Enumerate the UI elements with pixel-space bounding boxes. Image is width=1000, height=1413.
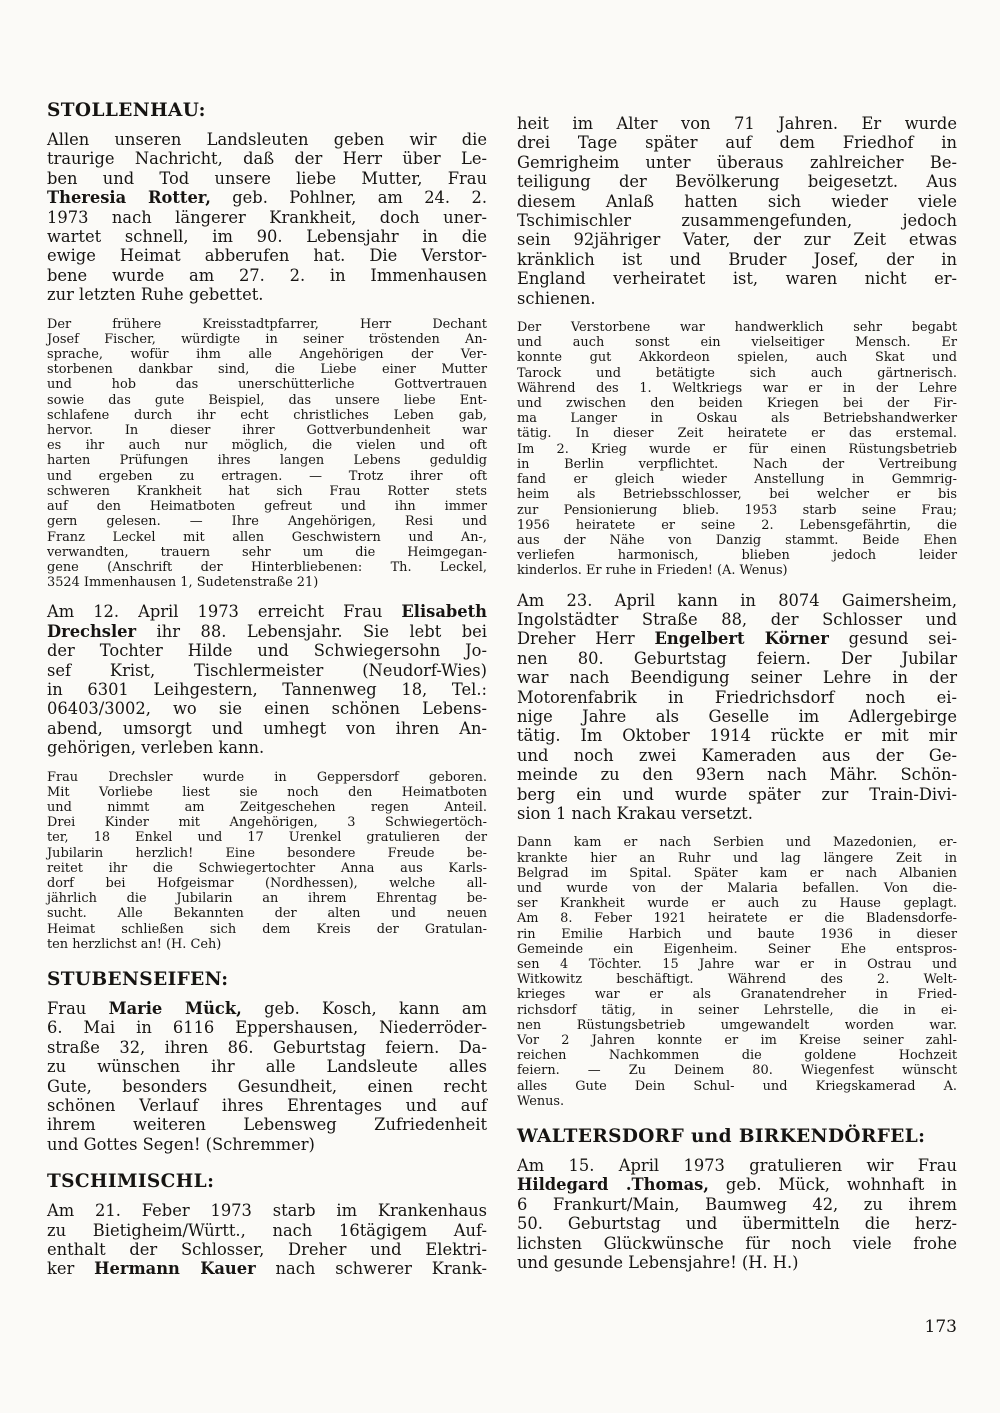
- text-line: [517, 629, 957, 648]
- text-line: zur letzten Ruhe gebettet.: [47, 285, 264, 305]
- text-line: nige Jahre als Geselle im Adlergebirge: [517, 706, 957, 726]
- text-line: 1956 heiratete er seine 2. Lebensgefährtin, die: [517, 517, 957, 533]
- text-line: [47, 602, 487, 621]
- text-line: nen Rüstungsbetrieb umgewandelt worden war.: [517, 1017, 957, 1033]
- text-line: Dann kam er nach Serbien und Mazedonien, er-: [517, 835, 957, 851]
- paragraph: [47, 317, 487, 591]
- text-line: in 6301 Leihgestern, Tannenweg 18, Tel.:: [47, 679, 487, 699]
- text-line: schweren Krankheit hat sich Frau Rotter stets: [47, 483, 487, 499]
- text-columns: [47, 100, 957, 1291]
- text-line: [47, 999, 487, 1018]
- text-line: Heimat schließen sich dem Kreis der Gratulan-: [47, 921, 487, 937]
- page-number: 173: [924, 1316, 957, 1337]
- text-line: nen 80. Geburtstag feiern. Der Jubilar: [517, 648, 957, 668]
- text-segment: geb. Pohlner, am 24. 2.: [210, 188, 487, 208]
- section-heading: TSCHIMISCHL:: [47, 1171, 215, 1193]
- text-line: berg ein und wurde später zur Train-Divi-: [517, 784, 957, 804]
- person-name: Marie Mück,: [108, 999, 242, 1018]
- section-heading: WALTERSDORF und BIRKENDÖRFEL:: [517, 1126, 926, 1148]
- text-line: und Gottes Segen! (Schremmer): [47, 1134, 315, 1154]
- text-line: ten herzlichst an! (H. Ceh): [47, 936, 222, 952]
- text-line: Während des 1. Weltkriegs war er in der Lehre: [517, 380, 957, 396]
- text-line: gern gelesen. — Ihre Angehörigen, Resi und: [47, 514, 487, 530]
- text-line: ben und Tod unsere liebe Mutter, Frau: [47, 168, 487, 188]
- text-line: war nach Beendigung seiner Lehre in der: [517, 668, 957, 688]
- text-segment: ker: [47, 1259, 95, 1279]
- text-line: Wenus.: [517, 1093, 565, 1109]
- person-name: Hildegard .Thomas,: [517, 1175, 709, 1195]
- person-name: Drechsler: [47, 621, 137, 641]
- text-line: Am 23. April kann in 8074 Gaimersheim,: [517, 590, 957, 610]
- person-name: Engelbert Körner: [654, 629, 829, 649]
- text-segment: Frau: [47, 999, 109, 1018]
- text-line: und nimmt am Zeitgeschehen regen Anteil.: [47, 799, 487, 815]
- text-line: zur Pensionierung blieb. 1953 starb seine Frau;: [517, 502, 957, 518]
- text-line: in Berlin verpflichtet. Nach der Vertreibung: [517, 456, 957, 472]
- text-line: lichsten Glückwünsche für noch viele frohe: [517, 1233, 957, 1253]
- text-line: alles Gute Dein Schul- und Kriegskamerad A.: [517, 1078, 957, 1094]
- text-line: Mit Vorliebe liest sie noch den Heimatboten: [47, 784, 487, 800]
- text-line: heit im Alter von 71 Jahren. Er wurde: [517, 114, 957, 133]
- text-line: jährlich die Jubilarin an ihrem Ehrentag be-: [47, 891, 487, 907]
- paragraph: [47, 999, 487, 1154]
- text-line: sef Krist, Tischlermeister (Neudorf-Wies): [47, 660, 487, 680]
- text-line: 6 Frankurt/Main, Baumweg 42, zu ihrem: [517, 1194, 957, 1214]
- text-line: und hob das unerschütterliche Gottvertrauen: [47, 377, 487, 393]
- text-segment: nach schwerer Krank-: [255, 1259, 487, 1279]
- text-line: schlafene durch ihr echt christliches Leben gab,: [47, 407, 487, 423]
- text-line: Am 15. April 1973 gratulieren wir Frau: [517, 1156, 957, 1176]
- text-line: und auch sonst ein vielseitiger Mensch. Er: [517, 335, 957, 351]
- text-line: sen 4 Töchter. 15 Jahre war er in Ostrau und: [517, 957, 957, 973]
- text-line: zu Bietigheim/Württ., nach 16tägigem Auf-: [47, 1220, 487, 1240]
- text-line: gene (Anschrift der Hinterbliebenen: Th. Leckel,: [47, 559, 487, 575]
- person-name: Elisabeth: [401, 602, 487, 622]
- text-line: teiligung der Bevölkerung beigesetzt. Aus: [517, 172, 957, 192]
- paragraph: [517, 1156, 957, 1272]
- text-line: Allen unseren Landsleuten geben wir die: [47, 130, 487, 149]
- text-line: [517, 1175, 957, 1194]
- text-line: 6. Mai in 6116 Eppershausen, Niederröder-: [47, 1018, 487, 1038]
- text-line: krieges war er als Granatendreher in Fried-: [517, 987, 957, 1003]
- text-line: [47, 188, 487, 207]
- text-line: auf den Heimatboten gefreut und ihn immer: [47, 499, 487, 515]
- text-line: Am 21. Feber 1973 starb im Krankenhaus: [47, 1201, 487, 1221]
- text-line: und noch zwei Kameraden aus der Ge-: [517, 745, 957, 765]
- text-line: verwandten, trauern sehr um die Heimgegan-: [47, 544, 487, 560]
- paragraph: [517, 591, 957, 824]
- text-line: tätig. Im Oktober 1914 rückte er mit mir: [517, 726, 957, 746]
- text-line: schönen Verlauf ihres Ehrentages und auf: [47, 1096, 487, 1116]
- paragraph: [47, 1201, 487, 1279]
- text-line: ma Langer in Oskau als Betriebshandwerker: [517, 411, 957, 427]
- section-heading: STUBENSEIFEN:: [47, 969, 229, 990]
- text-line: und gesunde Lebensjahre! (H. H.): [517, 1253, 799, 1273]
- text-line: Frau Drechsler wurde in Geppersdorf geboren.: [47, 769, 487, 785]
- text-line: [47, 1259, 487, 1278]
- text-line: 50. Geburtstag und übermitteln die herz-: [517, 1214, 957, 1234]
- text-line: Jubilarin herzlich! Eine besondere Freude be-: [47, 845, 487, 861]
- person-name: Hermann Kauer: [94, 1259, 256, 1279]
- text-line: Im 2. Krieg wurde er für einen Rüstungsbetrieb: [517, 441, 957, 457]
- text-line: reichen Nachkommen die goldene Hochzeit: [517, 1048, 957, 1064]
- text-line: dorf bei Hofgeismar (Nordhessen), welche all-: [47, 875, 487, 891]
- text-segment: Am 12. April 1973 erreicht Frau: [47, 602, 402, 622]
- text-line: Belgrad im Spital. Später kam er nach Albanien: [517, 865, 957, 881]
- text-line: ewige Heimat abberufen hat. Die Verstor-: [47, 246, 487, 266]
- text-line: konnte gut Akkordeon spielen, auch Skat und: [517, 350, 957, 366]
- text-segment: Dreher Herr: [517, 629, 655, 649]
- text-line: verliefen harmonisch, blieben jedoch leider: [517, 548, 957, 564]
- text-line: Am 8. Feber 1921 heiratete er die Bladensdorfe-: [517, 911, 957, 927]
- text-line: heim als Betriebsschlosser, bei welcher er bis: [517, 487, 957, 503]
- text-line: England verheiratet ist, waren nicht er-: [517, 269, 957, 289]
- text-segment: gesund sei-: [828, 629, 957, 649]
- text-line: meinde zu den 93ern nach Mähr. Schön-: [517, 765, 957, 785]
- text-line: sion 1 nach Krakau versetzt.: [517, 803, 753, 823]
- right-column: [517, 100, 957, 1291]
- paragraph: [47, 770, 487, 952]
- text-line: kinderlos. Er ruhe in Frieden! (A. Wenus): [517, 563, 788, 579]
- text-segment: geb. Mück, wohnhaft in: [708, 1175, 957, 1195]
- text-line: 1973 nach längerer Krankheit, doch uner-: [47, 207, 487, 227]
- text-line: Gemrigheim unter überaus zahlreicher Be-: [517, 152, 957, 172]
- text-line: storbenen dankbar sind, die Liebe einer Mutter: [47, 362, 487, 378]
- text-line: Tarock und betätigte sich auch gärtnerisch.: [517, 365, 957, 381]
- text-line: schienen.: [517, 288, 596, 308]
- text-line: fand er gleich wieder Anstellung in Gemmrig-: [517, 472, 957, 488]
- paragraph: [47, 130, 487, 305]
- text-line: rin Emilie Harbich und baute 1936 in dieser: [517, 926, 957, 942]
- text-line: sprache, wofür ihm alle Angehörigen der Ver-: [47, 347, 487, 363]
- paragraph: [517, 114, 957, 308]
- text-line: wartet schnell, im 90. Lebensjahr in die: [47, 227, 487, 247]
- text-line: zu wünschen ihr alle Landsleute alles: [47, 1057, 487, 1077]
- text-line: der Tochter Hilde und Schwiegersohn Jo-: [47, 641, 487, 661]
- text-line: Motorenfabrik in Friedrichsdorf noch ei-: [517, 687, 957, 707]
- text-line: es ihr auch nur möglich, die vielen und oft: [47, 438, 487, 454]
- text-line: und ergeben zu ertragen. — Trotz ihrer oft: [47, 468, 487, 484]
- text-line: abend, umsorgt und umhegt von ihren An-: [47, 718, 487, 738]
- text-line: tätig. In dieser Zeit heiratete er das erstemal.: [517, 426, 957, 442]
- text-line: 06403/3002, wo sie einen schönen Lebens-: [47, 699, 487, 719]
- text-line: [47, 622, 487, 641]
- text-line: ihrem weiteren Lebensweg Zufriedenheit: [47, 1115, 487, 1135]
- text-line: Drei Kinder mit Angehörigen, 3 Schwiegertöch-: [47, 815, 487, 831]
- text-line: Gute, besonders Gesundheit, einen recht: [47, 1076, 487, 1096]
- text-line: richsdorf tätig, in seiner Lehrstelle, die in ei-: [517, 1002, 957, 1018]
- person-name: Theresia Rotter,: [47, 188, 211, 208]
- text-line: Der frühere Kreisstadtpfarrer, Herr Dechant: [47, 316, 487, 332]
- text-segment: geb. Kosch, kann am: [241, 999, 487, 1018]
- text-line: aus der Nähe von Danzig stammt. Beide Ehen: [517, 532, 957, 548]
- text-line: und wurde von der Malaria befallen. Von die-: [517, 881, 957, 896]
- text-line: sucht. Alle Bekannten der alten und neuen: [47, 906, 487, 922]
- text-line: sowie das gute Beispiel, das unsere liebe Ent-: [47, 392, 487, 408]
- text-line: Vor 2 Jahren konnte er im Kreise seiner zahl-: [517, 1033, 957, 1049]
- section-heading: STOLLENHAU:: [47, 100, 206, 121]
- text-line: traurige Nachricht, daß der Herr über Le-: [47, 149, 487, 169]
- text-line: ter, 18 Enkel und 17 Urenkel gratulieren der: [47, 830, 487, 846]
- text-line: Ingolstädter Straße 88, der Schlosser und: [517, 609, 957, 629]
- text-line: Josef Fischer, würdigte in seiner tröstenden An-: [47, 331, 487, 347]
- text-line: diesem Anlaß hatten sich wieder viele: [517, 191, 957, 211]
- text-line: Der Verstorbene war handwerklich sehr begabt: [517, 320, 957, 336]
- text-line: ser Krankheit wurde er auch zu Hause geplagt.: [517, 896, 957, 912]
- text-line: bene wurde am 27. 2. in Immenhausen: [47, 265, 487, 285]
- text-line: feiern. — Zu Deinem 80. Wiegenfest wünscht: [517, 1063, 957, 1079]
- text-line: Franz Leckel mit allen Geschwistern und An-,: [47, 529, 487, 545]
- text-line: gehörigen, verleben kann.: [47, 738, 265, 758]
- text-line: harten Prüfungen ihres langen Lebens geduldig: [47, 453, 487, 469]
- text-line: Gemeinde ein Eigenheim. Seiner Ehe entspros-: [517, 941, 957, 957]
- text-line: drei Tage später auf dem Friedhof in: [517, 133, 957, 153]
- text-line: hervor. In dieser ihrer Gottverbundenheit war: [47, 423, 487, 439]
- text-line: Witkowitz beschäftigt. Während des 2. Welt-: [517, 972, 957, 988]
- text-line: sein 92jähriger Vater, der zur Zeit etwas: [517, 230, 957, 250]
- text-line: enthalt der Schlosser, Dreher und Elektri-: [47, 1240, 487, 1260]
- text-line: straße 32, ihren 86. Geburtstag feiern. Da-: [47, 1037, 487, 1057]
- paragraph: [47, 602, 487, 757]
- text-line: krankte hier an Ruhr und lag längere Zeit in: [517, 850, 957, 866]
- text-line: reitet ihr die Schwiegertochter Anna aus Karls-: [47, 860, 487, 876]
- left-column: [47, 100, 487, 1291]
- text-line: und zwischen den beiden Kriegen bei der Fir-: [517, 396, 957, 412]
- text-segment: ihr 88. Lebensjahr. Sie lebt bei: [136, 621, 487, 641]
- text-line: 3524 Immenhausen 1, Sudetenstraße 21): [47, 575, 319, 591]
- paragraph: [517, 835, 957, 1109]
- text-line: Tschimischler zusammengefunden, jedoch: [517, 211, 957, 231]
- text-line: kränklich ist und Bruder Josef, der in: [517, 249, 957, 269]
- paragraph: [517, 320, 957, 578]
